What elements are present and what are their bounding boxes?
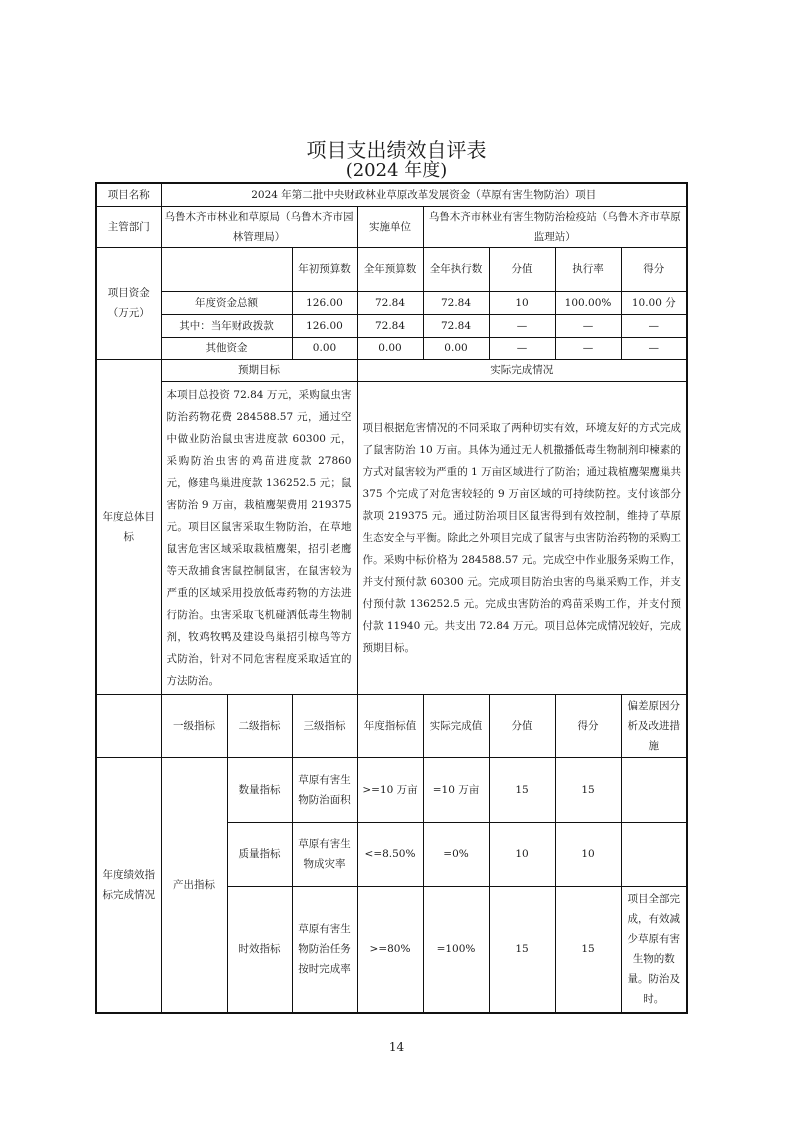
indicator-score: 10 [555,822,621,886]
funds-row-name: 其中：当年财政拨款 [161,314,292,337]
funds-cell: — [555,337,621,359]
indicator-note: 项目全部完成，有效减少草原有害生物的数量。防治及时。 [621,886,687,1013]
funds-cell: 72.84 [357,291,423,314]
indicator-target: >=80% [357,886,423,1013]
indicator-level3: 草原有害生物成灾率 [292,822,357,886]
actual-completion-text: 项目根据危害情况的不同采取了两种切实有效，环境友好的方式完成了鼠害防治 10 万亩。具体为通过无人机撒播低毒生物制剂印楝素的方式对鼠害较为严重的 1 万亩区域进行了防治；通过栽植鹰架鹰巢共 375 个完成了对危害较轻的 9 万亩区域的可持续防控。支付该部分款项 219375 元。通过防治项目区鼠害得到有效控制，维持了草原生态安全与平衡。除此之外项目完成了鼠害与虫害防治药物的采购工作。采购中标价格为 284588.57 元。完成空中作业服务采购工作，并支付预付款 60300 元。完成项目防治虫害的鸟巢采购工作，并支付预付款 136252.5 元。完成虫害防治的鸡苗采购工作，并支付预付款 11940 元。共支出 72.84 万元。项目总体完成情况较好，完成预期目标。 [357,381,687,694]
funds-header: 全年执行数 [423,247,489,291]
indicator-actual: =0% [423,822,489,886]
funds-label: 项目资金（万元） [96,247,161,359]
funds-header: 年初预算数 [292,247,357,291]
indicator-level3: 草原有害生物防治任务按时完成率 [292,886,357,1013]
indicator-level2: 质量指标 [227,822,292,886]
indicator-level1: 产出指标 [161,757,227,1013]
project-name-value: 2024 年第二批中央财政林业草原改革发展资金（草原有害生物防治）项目 [161,183,687,206]
funds-cell: 126.00 [292,291,357,314]
expected-goal-text: 本项目总投资 72.84 万元，采购鼠虫害防治药物花费 284588.57 元，通过空中做业防治鼠虫害进度款 60300 元，采购防治虫害的鸡苗进度款 27860 元，修建鸟巢进度款 136252.5 元；鼠害防治 9 万亩，栽植鹰架费用 219375 元。项目区鼠害采取生物防治，在草地鼠害危害区域采取栽植鹰架，招引老鹰等天敌捕食害鼠控制鼠害，在鼠害较为严重的区域采用投放低毒药物的方法进行防治。虫害采取飞机碰洒低毒生物制剂，牧鸡牧鸭及建设鸟巢招引椋鸟等方式防治，针对不同危害程度采取适宜的方法防治。 [161,381,357,694]
indicator-header: 一级指标 [161,694,227,757]
indicator-header: 实际完成值 [423,694,489,757]
indicator-score-value: 15 [489,886,555,1013]
indicator-note [621,822,687,886]
project-name-label: 项目名称 [96,183,161,206]
indicators-header-blank [96,694,161,757]
funds-row [96,337,687,359]
funds-row-name: 其他资金 [161,337,292,359]
funds-cell: 72.84 [423,314,489,337]
document-subtitle: (2024 年度) [345,160,448,181]
document-title: 项目支出绩效自评表 [306,138,487,162]
funds-header-row [96,247,687,291]
indicator-header: 年度指标值 [357,694,423,757]
indicator-actual: =100% [423,886,489,1013]
indicator-row [96,757,687,822]
indicator-actual: =10 万亩 [423,757,489,822]
funds-cell: — [621,337,687,359]
funds-row [96,291,687,314]
page-number: 14 [388,1040,405,1054]
indicator-level2: 时效指标 [227,886,292,1013]
funds-header: 分值 [489,247,555,291]
project-name-row [96,183,687,206]
indicator-score: 15 [555,757,621,822]
indicator-header: 三级指标 [292,694,357,757]
indicator-score-value: 10 [489,822,555,886]
funds-cell: — [489,314,555,337]
indicator-score-value: 15 [489,757,555,822]
indicator-target: >=10 万亩 [357,757,423,822]
indicator-header: 得分 [555,694,621,757]
dept-value: 乌鲁木齐市林业和草原局（乌鲁木齐市园林管理局） [161,206,357,247]
funds-cell: — [621,314,687,337]
dept-label: 主管部门 [96,206,161,247]
funds-header: 执行率 [555,247,621,291]
funds-cell: 0.00 [423,337,489,359]
indicator-note [621,757,687,822]
indicator-score: 15 [555,886,621,1013]
funds-header: 全年预算数 [357,247,423,291]
funds-cell: — [489,337,555,359]
funds-header: 得分 [621,247,687,291]
funds-cell: 0.00 [292,337,357,359]
indicator-level2: 数量指标 [227,757,292,822]
funds-cell: — [555,314,621,337]
indicator-header: 偏差原因分析及改进措施 [621,694,687,757]
expected-goal-header: 预期目标 [161,359,357,381]
goals-header-row [96,359,687,381]
funds-row-name: 年度资金总额 [161,291,292,314]
funds-cell: 10.00 分 [621,291,687,314]
goals-content-row [96,381,687,694]
funds-cell: 0.00 [357,337,423,359]
dept-row [96,206,687,247]
funds-cell: 126.00 [292,314,357,337]
funds-header-blank [161,247,292,291]
funds-cell: 10 [489,291,555,314]
evaluation-table [95,182,688,1014]
funds-row [96,314,687,337]
indicator-level3: 草原有害生物防治面积 [292,757,357,822]
goals-label: 年度总体目标 [96,359,161,694]
unit-label: 实施单位 [357,206,423,247]
indicator-header: 分值 [489,694,555,757]
funds-cell: 100.00% [555,291,621,314]
indicator-header: 二级指标 [227,694,292,757]
funds-cell: 72.84 [357,314,423,337]
indicator-target: <=8.50% [357,822,423,886]
actual-completion-header: 实际完成情况 [357,359,687,381]
unit-value: 乌鲁木齐市林业有害生物防治检疫站（乌鲁木齐市草原监理站） [423,206,687,247]
funds-cell: 72.84 [423,291,489,314]
indicators-label: 年度绩效指标完成情况 [96,757,161,1013]
indicators-header-row [96,694,687,757]
